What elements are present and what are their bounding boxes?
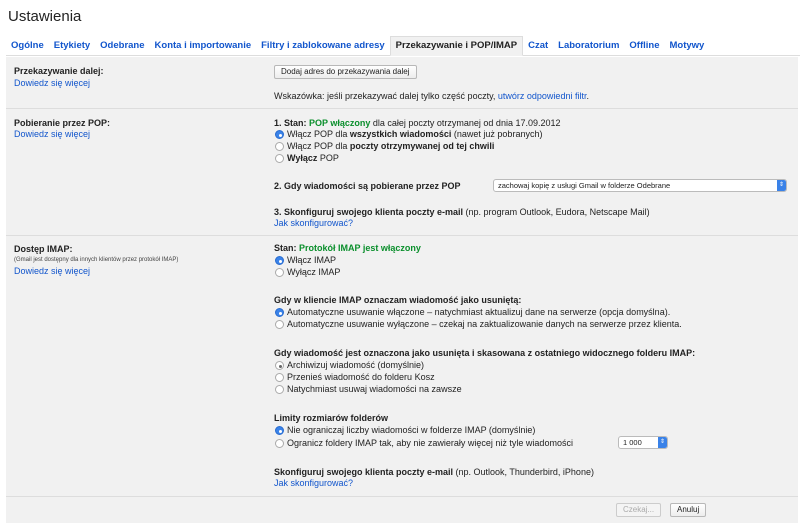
pop-new-pre: Włącz POP dla [287, 141, 350, 151]
imap-config [274, 467, 594, 477]
imap-limit-radio[interactable] [275, 439, 284, 448]
pop-step3-rest: (np. program Outlook, Eudora, Netscape Mail) [463, 207, 650, 217]
forwarding-label: Przekazywanie dalej: [14, 66, 104, 76]
imap-enable-label: Włącz IMAP [287, 255, 337, 265]
forwarding-section [6, 57, 798, 109]
imap-autoexpunge-on-radio[interactable] [275, 308, 284, 317]
tab-offline[interactable]: Offline [629, 40, 660, 51]
tab-forwarding-pop-imap[interactable]: Przekazywanie i POP/IMAP [390, 36, 523, 56]
pop-action-select[interactable] [493, 179, 787, 192]
pop-status [274, 118, 561, 128]
imap-no-limit-label: Nie ograniczaj liczby wiadomości w folderze IMAP (domyślnie) [287, 425, 536, 435]
cancel-button[interactable]: Anuluj [670, 503, 706, 517]
pop-disable-post: POP [317, 153, 339, 163]
forwarding-tip-text: Wskazówka: jeśli przekazywać dalej tylko część poczty, [274, 91, 498, 101]
select-arrows-icon: ⇕ [777, 180, 786, 191]
tab-chat[interactable]: Czat [528, 40, 549, 51]
settings-tabs [6, 38, 800, 56]
imap-archive-label: Archiwizuj wiadomość (domyślnie) [287, 360, 425, 370]
imap-autoexpunge-off-label: Automatyczne usuwanie wyłączone – czekaj na zaktualizowanie danych na serwerze przez klienta. [287, 319, 682, 329]
pop-all-label [287, 129, 542, 139]
imap-delete-forever-radio[interactable] [275, 385, 284, 394]
pop-howto-link[interactable]: Jak skonfigurować? [274, 218, 354, 228]
imap-delete-forever-label: Natychmiast usuwaj wiadomości na zawsze [287, 384, 462, 394]
pop-learn-more-link[interactable]: Dowiedz się więcej [14, 129, 91, 139]
imap-archive-radio[interactable] [275, 361, 284, 370]
imap-trash-label: Przenieś wiadomość do folderu Kosz [287, 372, 435, 382]
imap-sublabel: (Gmail jest dostępny dla innych klientów przez protokół IMAP) [14, 257, 179, 263]
imap-limit-select[interactable] [618, 436, 668, 449]
imap-no-limit-radio[interactable] [275, 426, 284, 435]
pop-status-suffix: dla całej poczty otrzymanej od dnia 17.09.2012 [370, 118, 561, 128]
imap-delete-heading: Gdy w kliencie IMAP oznaczam wiadomość jako usuniętą: [274, 295, 522, 305]
pop-step3 [274, 207, 650, 217]
create-filter-link[interactable]: utwórz odpowiedni filtr [497, 91, 587, 101]
imap-trash-radio[interactable] [275, 373, 284, 382]
tab-filters[interactable]: Filtry i zablokowane adresy [261, 40, 385, 51]
imap-status-prefix: Stan: [274, 243, 300, 253]
pop-section [6, 110, 798, 236]
pop-step3-bold: 3. Skonfiguruj swojego klienta poczty e-mail [274, 207, 464, 217]
imap-limit-select-value: 1 000 [623, 438, 642, 447]
pop-all-post: (nawet już pobranych) [451, 129, 543, 139]
settings-panel [6, 57, 798, 523]
imap-autoexpunge-on-label: Automatyczne usuwanie włączone – natychmiast aktualizuj dane na serwerze (opcja domyślna). [287, 307, 671, 317]
pop-step2-label: 2. Gdy wiadomości są pobierane przez POP [274, 181, 461, 191]
imap-expunge-heading: Gdy wiadomość jest oznaczona jako usunięta i skasowana z ostatniego widocznego folderu IMAP: [274, 348, 696, 358]
pop-status-prefix: 1. Stan: [274, 118, 310, 128]
pop-action-select-value: zachowaj kopię z usługi Gmail w folderze Odebrane [498, 181, 671, 190]
imap-limit-label: Ogranicz foldery IMAP tak, aby nie zawierały więcej niż tyle wiadomości [287, 438, 573, 448]
tab-themes[interactable]: Motywy [669, 40, 705, 51]
imap-section [6, 237, 798, 497]
tab-labels[interactable]: Etykiety [53, 40, 91, 51]
pop-all-bold: wszystkich wiadomości [349, 129, 452, 139]
pop-new-radio[interactable] [275, 142, 284, 151]
imap-status [274, 243, 421, 253]
forwarding-learn-more-link[interactable]: Dowiedz się więcej [14, 78, 91, 88]
imap-label: Dostęp IMAP: [14, 244, 73, 254]
pop-disable-label [287, 153, 339, 163]
tab-general[interactable]: Ogólne [11, 40, 44, 51]
forwarding-tip [274, 91, 589, 101]
pop-disable-bold: Wyłącz [287, 153, 318, 163]
tab-inbox[interactable]: Odebrane [100, 40, 145, 51]
pop-new-bold: poczty otrzymywanej od tej chwili [349, 141, 495, 151]
pop-new-label [287, 141, 494, 151]
imap-disable-radio[interactable] [275, 268, 284, 277]
pop-label: Pobieranie przez POP: [14, 118, 111, 128]
imap-enable-radio[interactable] [275, 256, 284, 265]
imap-learn-more-link[interactable]: Dowiedz się więcej [14, 266, 91, 276]
imap-status-value: Protokół IMAP jest włączony [299, 243, 421, 253]
imap-howto-link[interactable]: Jak skonfigurować? [274, 478, 354, 488]
add-forwarding-address-button[interactable]: Dodaj adres do przekazywania dalej [274, 65, 417, 79]
imap-disable-label: Wyłącz IMAP [287, 267, 341, 277]
tab-accounts[interactable]: Konta i importowanie [154, 40, 252, 51]
pop-all-radio[interactable] [275, 130, 284, 139]
settings-footer [6, 497, 798, 523]
tab-labs[interactable]: Laboratorium [558, 40, 620, 51]
page-title: Ustawienia [8, 8, 82, 25]
save-button[interactable]: Czekaj... [616, 503, 661, 517]
pop-status-value: POP włączony [309, 118, 371, 128]
imap-config-rest: (np. Outlook, Thunderbird, iPhone) [453, 467, 594, 477]
imap-limits-heading: Limity rozmiarów folderów [274, 413, 389, 423]
forwarding-tip-suffix: . [586, 91, 589, 101]
select-arrows-icon: ⇕ [658, 437, 667, 448]
pop-disable-radio[interactable] [275, 154, 284, 163]
imap-config-bold: Skonfiguruj swojego klienta poczty e-mail [274, 467, 454, 477]
imap-autoexpunge-off-radio[interactable] [275, 320, 284, 329]
pop-all-pre: Włącz POP dla [287, 129, 350, 139]
